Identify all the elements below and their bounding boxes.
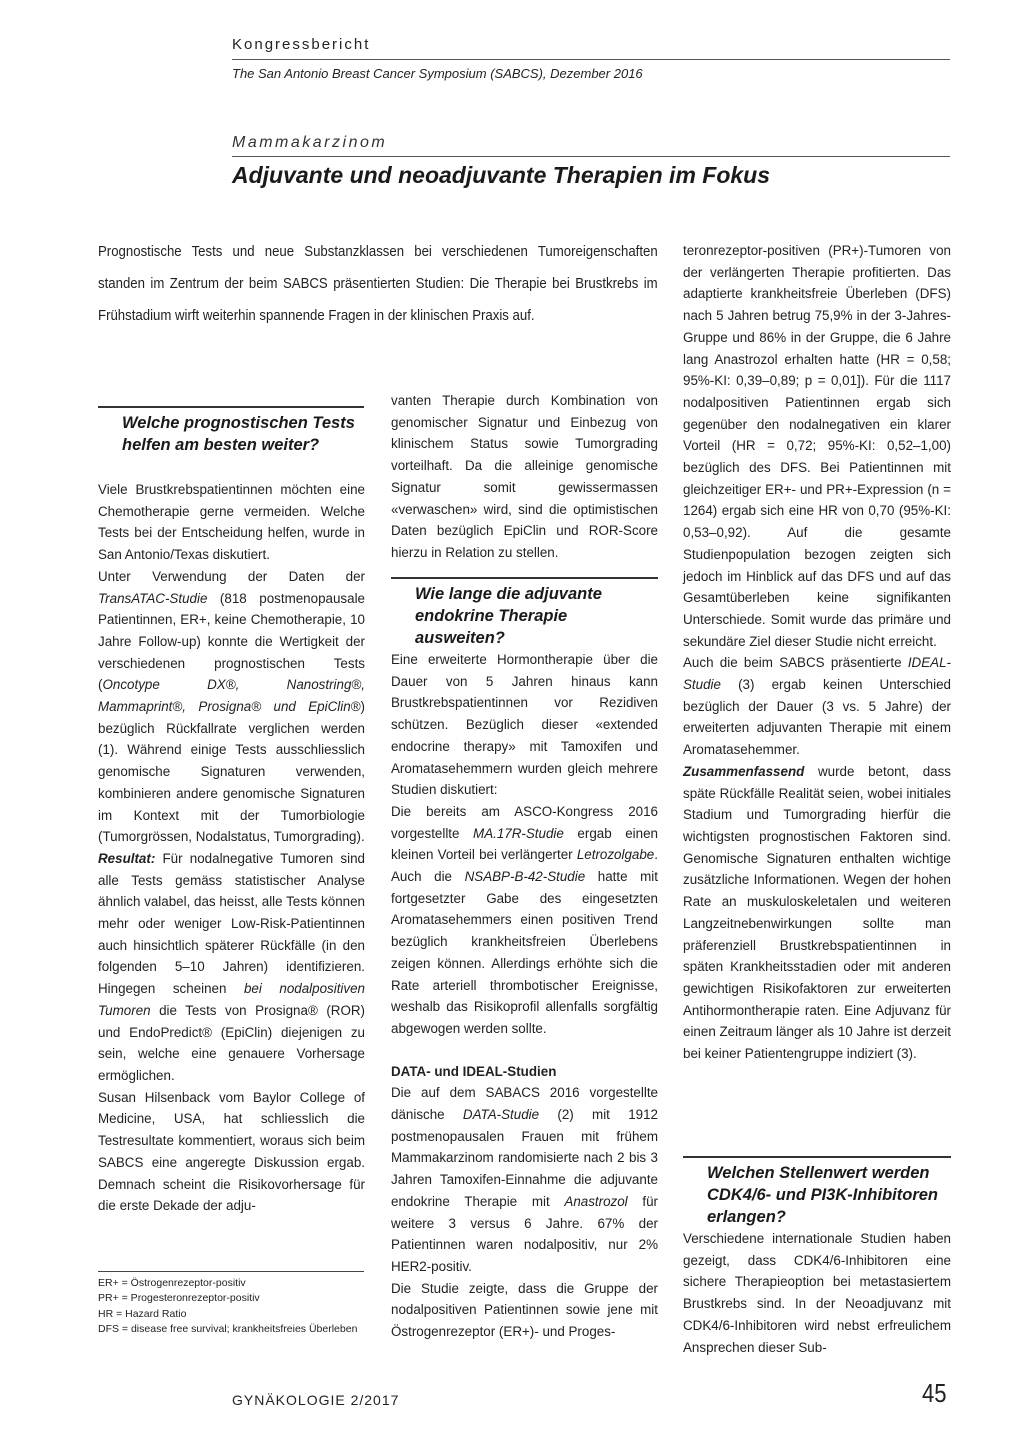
- paragraph: Verschiedene internationale Studien haben gezeigt, dass CDK4/6-Inhibitoren eine sichere Therapieoption bei metastasiertem Brustkrebs sind. In der Neoadjuvanz mit CDK4/6-Inhibitoren wird nebst erfreulichem Ansprechen dieser Sub-: [683, 1231, 951, 1355]
- paragraph: Auch die beim SABCS präsentierte IDEAL-Studie (3) ergab keinen Unterschied bezüglich der Dauer (3 vs. 5 Jahre) der erweiterten adjuvanten Therapie mit einem Aromatasehemmer.: [683, 655, 951, 758]
- abbreviations-footnote: [98, 1276, 360, 1337]
- paragraph: Die auf dem SABACS 2016 vorgestellte dänische DATA-Studie (2) mit 1912 postmenopausalen Frauen mit frühem Mammakarzinom randomisierte nach 2 bis 3 Jahren Tamoxifen-Einnahme die adjuvante endokrine Therapie mit Anastrozol für weitere 3 versus 6 Jahre. 67% der Patientinnen waren nodalpositiv, nur 2% HER2-positiv.: [391, 1085, 659, 1274]
- subheading-data-ideal: DATA- und IDEAL-Studien: [391, 1063, 557, 1079]
- heading-rule: [98, 406, 364, 408]
- paragraph: teronrezeptor-positiven (PR+)-Tumoren von der verlängerten Therapie profitierten. Das adaptierte krankheitsfreie Überleben (DFS) nach 5 Jahren betrug 75,9% in der 3-Jahres-Gruppe und 86% in der Gruppe, die 6 Jahre lang Anastrozol erhalten hatte (HR = 0,58; 95%-KI: 0,39–0,89; p = 0,01]). Für die 1117 nodalpositiven Patientinnen ergab sich gegenüber den nodalnegativen ein klarer Vorteil (HR = 0,72; 95%-KI: 0,52–1,00) bezüglich des DFS. Bei Patientinnen mit gleichzeitiger ER+- und PR+-Expression (n = 1264) ergab sich eine HR von 0,70 (95%-KI: 0,53–0,92). Auf die gesamte Studienpopulation bezogen zeigten sich jedoch im Hinblick auf das DFS und auf das Gesamtüberleben keine signifikanten Unterschiede. Somit wurde das primäre und sekundäre Ziel dieser Studie nicht erreicht.: [683, 243, 951, 649]
- article-lead: Prognostische Tests und neue Substanzklassen bei verschiedenen Tumoreigenschaften standen im Zentrum der beim SABCS präsentierten Studien: Die Therapie bei Brustkrebs im Frühstadium wirft weiterhin spannende Fragen in der klinischen Praxis auf.: [98, 243, 658, 324]
- section-heading-endokrine: Wie lange die adjuvante endokrine Therapie ausweiten?: [415, 585, 602, 647]
- header-rule: [232, 59, 950, 60]
- section-heading-cdk: Welchen Stellenwert werden CDK4/6- und PI3K-Inhibitoren erlangen?: [707, 1164, 938, 1226]
- journal-footer: GYNÄKOLOGIE 2/2017: [232, 1392, 400, 1408]
- column-2: [391, 649, 658, 1343]
- heading-rule: [683, 1156, 951, 1158]
- paragraph: Susan Hilsenback vom Baylor College of Medicine, USA, hat schliesslich die Testresultate kommentiert, woraus sich beim SABCS eine angeregte Diskussion ergab. Demnach scheint die Risikovorhersage für die erste Dekade der adju-: [98, 1089, 365, 1214]
- paragraph: Resultat: Für nodalnegative Tumoren sind alle Tests gemäss statistischer Analyse ähnlich valabel, das heisst, alle Tests können mehr oder weniger Low-Risk-Patientinnen auch hinsichtlich späterer Rückfälle (in den folgenden 5–10 Jahren) identifizieren. Hingegen scheinen bei nodalpositiven Tumoren die Tests von Prosigna® (ROR) und EndoPredict® (EpiClin) diejenigen zu sein, welche eine genauere Vorhersage ermöglichen.: [98, 850, 365, 1083]
- column-3-bottom: [683, 1228, 951, 1358]
- column-1: [98, 479, 365, 1217]
- page-number: 45: [922, 1378, 947, 1408]
- column-3: [683, 240, 951, 1065]
- footnote-item: HR = Hazard Ratio: [98, 1307, 187, 1320]
- paragraph: vanten Therapie durch Kombination von genomischer Signatur und Einbezug von klinischem Status sowie Tumorgrading vorteilhaft. Da die alleinige genomische Signatur somit gewissermassen «verwaschen» wird, sind die optimistischen Daten bezüglich EpiClin und ROR-Score hierzu in Relation zu stellen.: [391, 393, 658, 560]
- paragraph: Zusammenfassend wurde betont, dass späte Rückfälle Realität seien, wobei initiales Stadium und Tumorgrading hierfür die wichtigsten prognostischen Faktoren sind. Genomische Signaturen enthalten wichtige zusätzliche Informationen. Wegen der hohen Rate an muskuloskeletalen und weiteren Langzeitnebenwirkungen sollte man präferenziell Brustkrebspatientinnen in späten Krankheitsstadien oder mit anderen gewichtigen Risikofaktoren zur erweiterten Antihormontherapie raten. Eine Adjuvanz für einen Zeitraum länger als 10 Jahre ist derzeit bei keiner Patientengruppe indiziert (3).: [683, 763, 951, 1062]
- running-head-subtitle: The San Antonio Breast Cancer Symposium (SABCS), Dezember 2016: [232, 66, 643, 81]
- column-2-top: [391, 390, 658, 564]
- paragraph: Unter Verwendung der Daten der TransATAC-Studie (818 postmenopausale Patientinnen, ER+, keine Chemotherapie, 10 Jahre Follow-up) konnte die Wertigkeit der verschiedenen prognostischen Tests (Oncotype DX®, Nanostring®, Mammaprint®, Prosigna® und EpiClin®) bezüglich Rückfallrate verglichen werden (1). Während einige Tests ausschliesslich genomische Signaturen verwenden, kombinieren andere genomische Signaturen im Kontext mit der Tumorbiologie (Tumorgrössen, Nodalstatus, Tumorgrading).: [98, 568, 365, 845]
- paragraph: Eine erweiterte Hormontherapie über die Dauer von 5 Jahren hinaus kann Brustkrebspatientinnen vor Rezidiven schützen. Bezüglich dieser «extended endocrine therapy» mit Tamoxifen und Aromatasehemmern wurden gleich mehrere Studien diskutiert:: [391, 652, 658, 798]
- article-title: Adjuvante und neoadjuvante Therapien im Fokus: [232, 162, 771, 188]
- footnote-item: DFS = disease free survival; krankheitsfreies Überleben: [98, 1322, 358, 1335]
- running-head-kicker: Kongressbericht: [232, 36, 371, 53]
- heading-rule: [391, 577, 658, 579]
- section-heading-tests: Welche prognostischen Tests helfen am besten weiter?: [122, 414, 355, 454]
- section-rule: [232, 156, 950, 157]
- footnote-item: ER+ = Östrogenrezeptor-positiv: [98, 1277, 246, 1289]
- section-label: Mammakarzinom: [232, 134, 388, 151]
- paragraph: Die Studie zeigte, dass die Gruppe der nodalpositiven Patientinnen sowie jene mit Östrogenrezeptor (ER+)- und Proges-: [391, 1280, 658, 1340]
- footnote-rule: [98, 1271, 364, 1272]
- paragraph: Viele Brustkrebspatientinnen möchten eine Chemotherapie gerne vermeiden. Welche Tests bei der Entscheidung helfen, wurde in San Antonio/Texas diskutiert.: [98, 482, 365, 563]
- paragraph: Die bereits am ASCO-Kongress 2016 vorgestellte MA.17R-Studie ergab einen kleinen Vorteil bei verlängerter Letrozolgabe. Auch die NSABP-B-42-Studie hatte mit fortgesetzter Gabe des eingesetzten Aromatasehemmers einen positiven Trend bezüglich krankheitsfreien Überlebens zeigen können. Allerdings erhöhte sich die Rate arteriell thrombotischer Ereignisse, weshalb das Risikoprofil allenfalls sorgfältig abgewogen werden sollte.: [391, 803, 658, 1036]
- footnote-item: PR+ = Progesteronrezeptor-positiv: [98, 1292, 260, 1305]
